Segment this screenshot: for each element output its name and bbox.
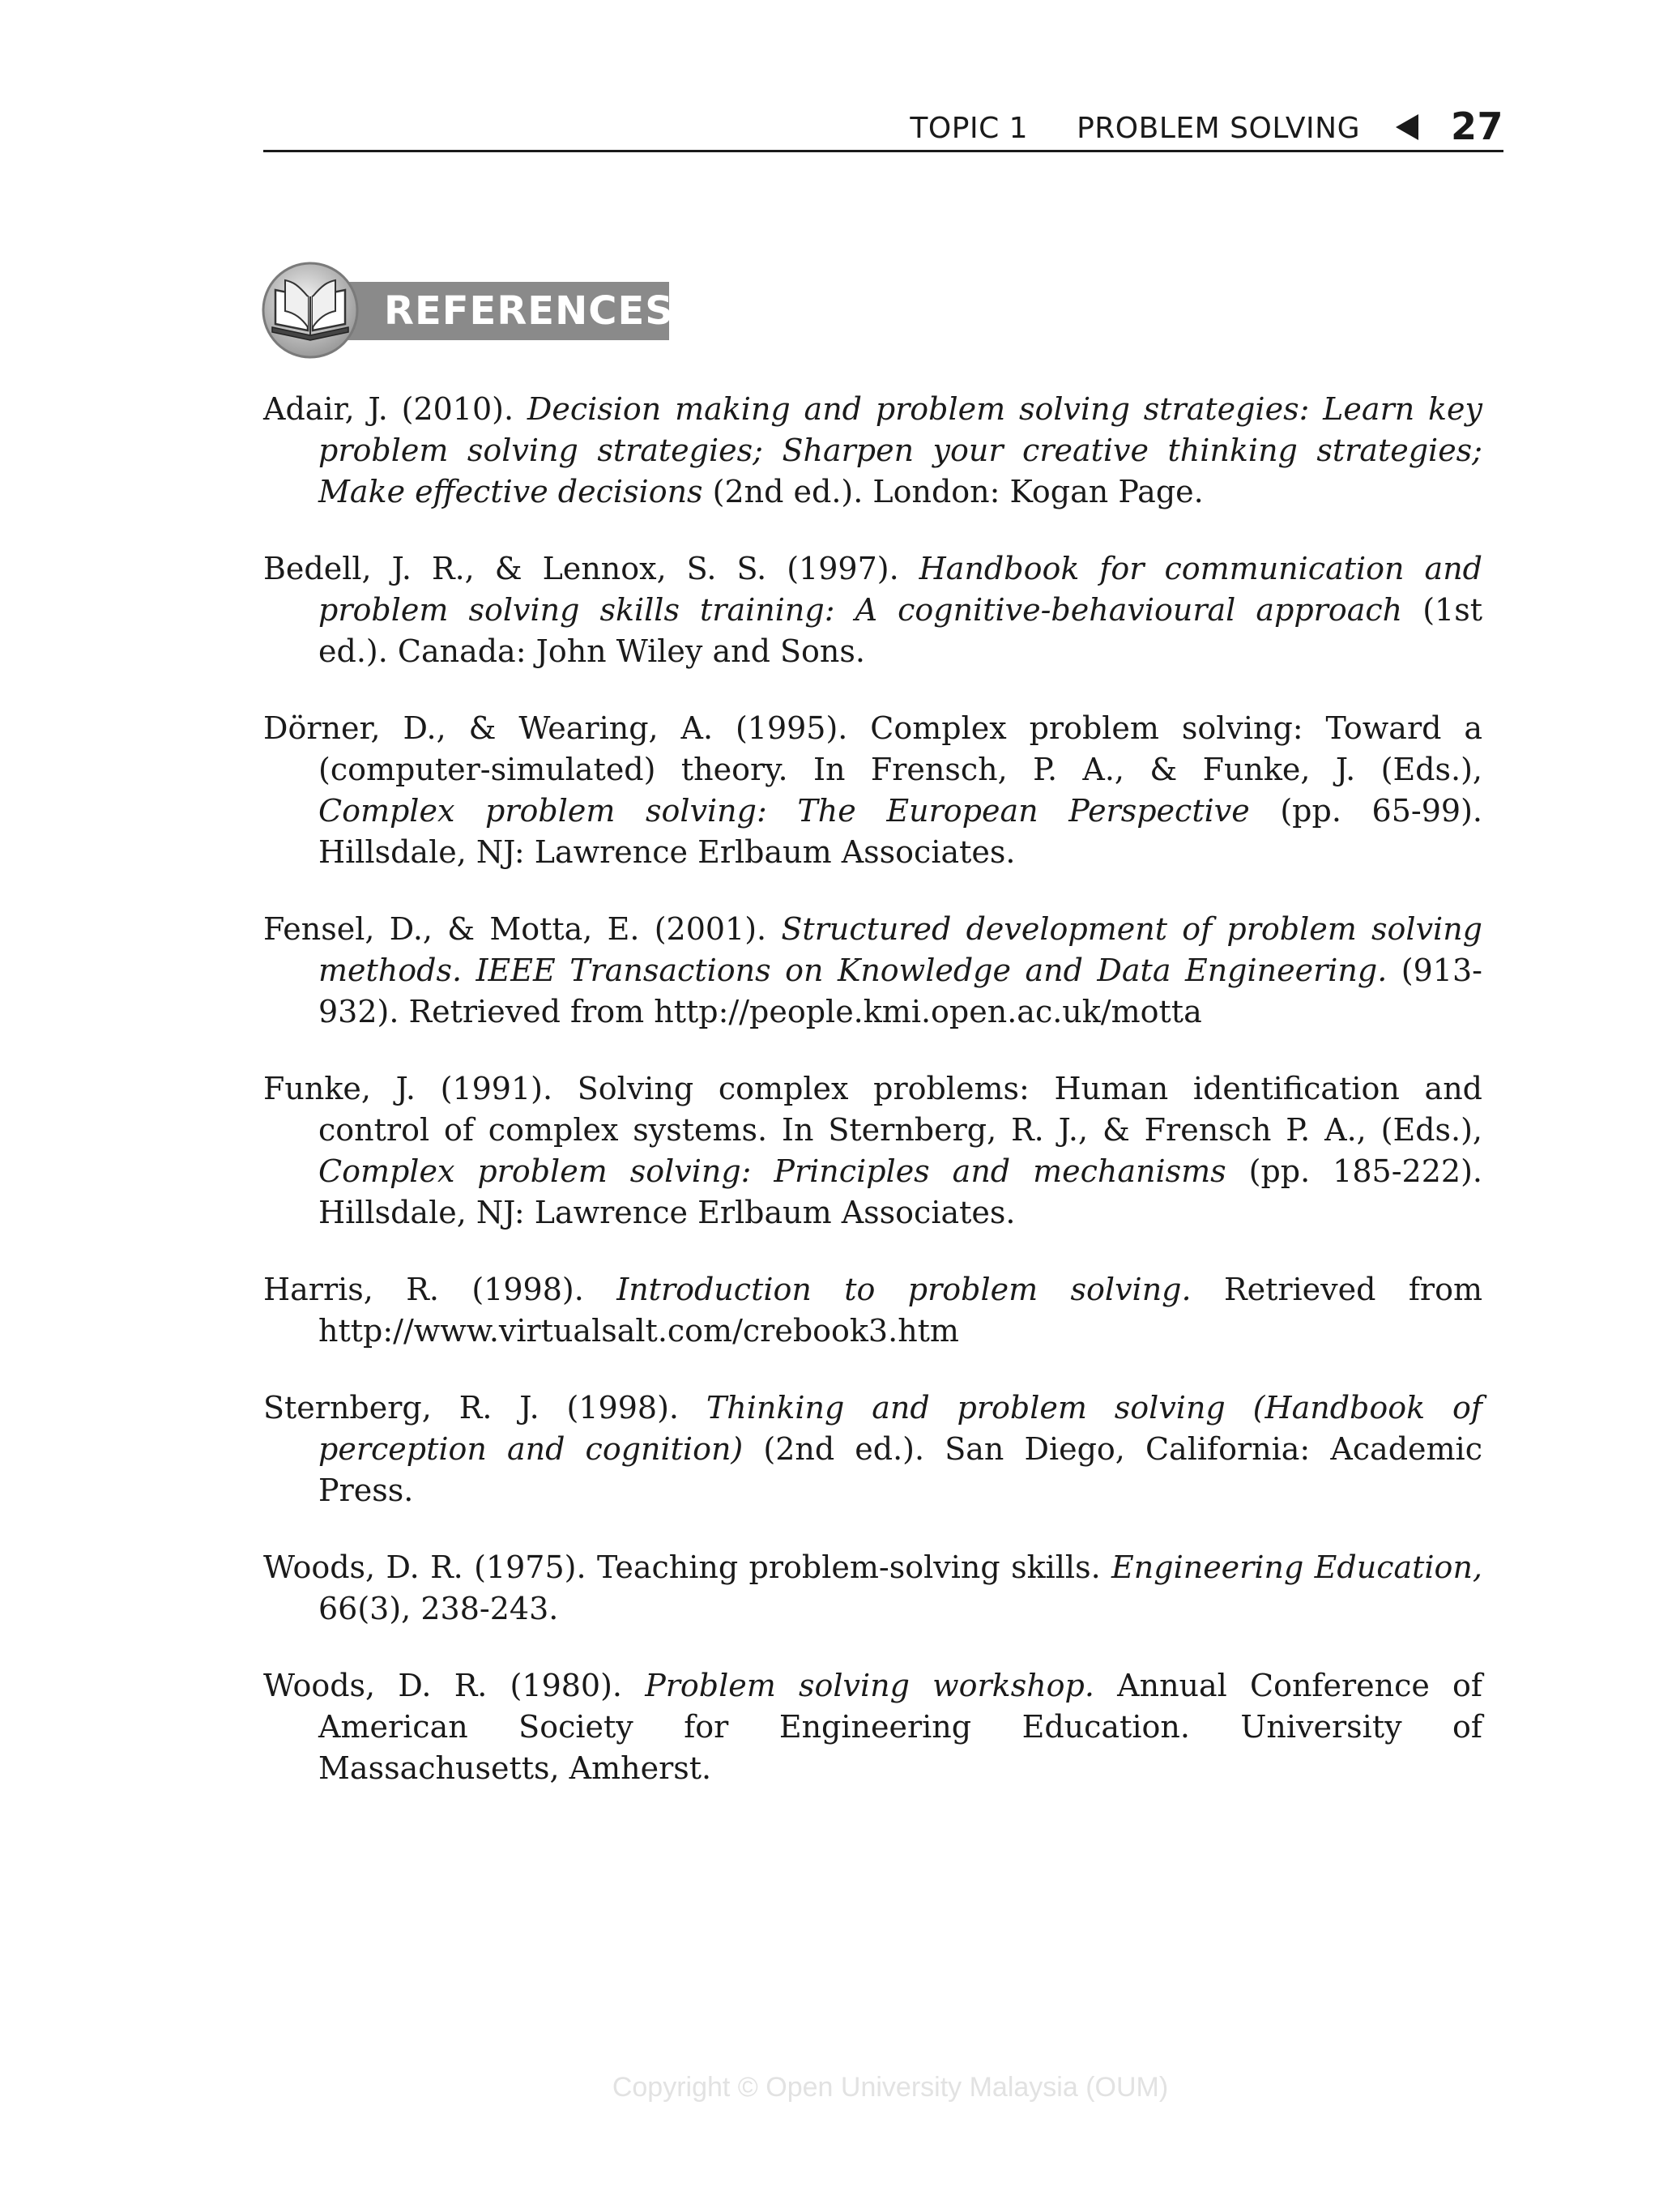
reference-title: Decision making and problem solving strategies: Learn key problem solving strategies; Sharpen your creative thinking strategies; Make effective decisions bbox=[318, 391, 1482, 509]
reference-text: Funke, J. (1991). Solving complex problems: Human identification and control of complex systems. In Sternberg, R. J., & Frensch P. A., (Eds.), bbox=[263, 1071, 1482, 1148]
book-icon bbox=[261, 261, 360, 360]
reference-title: Complex problem solving: The European Perspective bbox=[318, 793, 1250, 829]
reference-text: Woods, D. R. (1975). Teaching problem-solving skills. bbox=[263, 1549, 1112, 1585]
reference-title: Problem solving workshop. bbox=[645, 1668, 1094, 1703]
references-banner bbox=[261, 261, 682, 360]
arrow-left-icon bbox=[1396, 114, 1418, 140]
page-number: 27 bbox=[1450, 104, 1503, 148]
reference-entry bbox=[263, 1547, 1482, 1630]
reference-text: Retrieved from http://www.virtualsalt.com/crebook3.htm bbox=[318, 1272, 1482, 1349]
reference-text: Sternberg, R. J. (1998). bbox=[263, 1390, 706, 1426]
reference-title: Introduction to problem solving. bbox=[616, 1272, 1192, 1307]
reference-text: Fensel, D., & Motta, E. (2001). bbox=[263, 911, 782, 947]
reference-title: Engineering Education, bbox=[1111, 1549, 1482, 1585]
reference-text: Woods, D. R. (1980). bbox=[263, 1668, 646, 1703]
reference-entry bbox=[263, 1387, 1482, 1511]
reference-text: (1st ed.). Canada: John Wiley and Sons. bbox=[318, 592, 1482, 669]
reference-title: Thinking and problem solving (Handbook of perception and cognition) bbox=[318, 1390, 1482, 1467]
reference-text: Adair, J. (2010). bbox=[263, 391, 527, 427]
reference-entry bbox=[263, 708, 1482, 873]
section-title: REFERENCES bbox=[384, 288, 674, 334]
reference-text: (2nd ed.). San Diego, California: Academic Press. bbox=[318, 1431, 1482, 1508]
reference-text: Dörner, D., & Wearing, A. (1995). Complex problem solving: Toward a (computer-simulated) theory. In Frensch, P. A., & Funke, J. (Eds.), bbox=[263, 710, 1482, 787]
reference-text: (pp. 185-222). Hillsdale, NJ: Lawrence Erlbaum Associates. bbox=[318, 1153, 1482, 1230]
reference-text: (913-932). Retrieved from http://people.kmi.open.ac.uk/motta bbox=[318, 953, 1482, 1029]
reference-title: Handbook for communication and problem solving skills training: A cognitive-behavioural approach bbox=[318, 551, 1482, 628]
reference-title: Structured development of problem solving methods. IEEE Transactions on Knowledge and Data Engineering. bbox=[318, 911, 1482, 988]
reference-entry bbox=[263, 389, 1482, 513]
running-header bbox=[263, 99, 1503, 152]
header-chapter-title: PROBLEM SOLVING bbox=[1077, 112, 1360, 145]
reference-text: Bedell, J. R., & Lennox, S. S. (1997). bbox=[263, 551, 919, 586]
reference-entry bbox=[263, 1068, 1482, 1234]
reference-entry bbox=[263, 548, 1482, 672]
reference-entry bbox=[263, 909, 1482, 1033]
reference-text: (2nd ed.). London: Kogan Page. bbox=[702, 474, 1204, 509]
header-topic: TOPIC 1 bbox=[910, 112, 1029, 145]
reference-text: Harris, R. (1998). bbox=[263, 1272, 617, 1307]
reference-text: 66(3), 238-243. bbox=[318, 1591, 559, 1626]
reference-text: (pp. 65-99). Hillsdale, NJ: Lawrence Erlbaum Associates. bbox=[318, 793, 1482, 870]
reference-title: Complex problem solving: Principles and mechanisms bbox=[318, 1153, 1226, 1189]
copyright-notice: Copyright © Open University Malaysia (OUM) bbox=[612, 2072, 1169, 2103]
reference-entry bbox=[263, 1269, 1482, 1352]
reference-list bbox=[263, 389, 1482, 1825]
reference-text: Annual Conference of American Society for Engineering Education. University of Massachusetts, Amherst. bbox=[318, 1668, 1482, 1786]
reference-entry bbox=[263, 1665, 1482, 1789]
